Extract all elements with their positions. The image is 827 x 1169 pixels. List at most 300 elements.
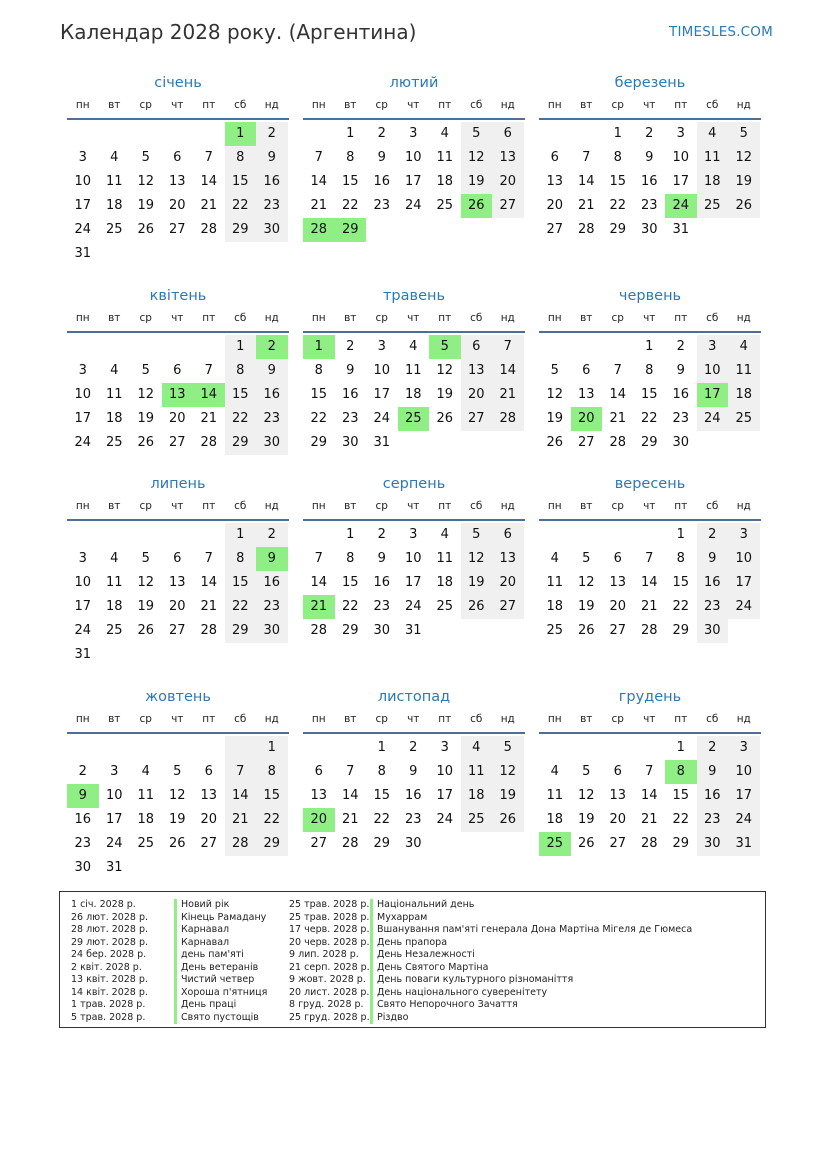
day-cell[interactable]: 20: [461, 383, 493, 407]
day-cell[interactable]: 27: [168, 222, 186, 237]
day-cell[interactable]: 17: [105, 812, 123, 827]
day-cell[interactable]: 25: [697, 194, 729, 218]
day-cell[interactable]: 30: [697, 832, 729, 856]
day-cell[interactable]: 26: [492, 808, 524, 832]
day-cell[interactable]: 29: [341, 623, 359, 638]
day-cell[interactable]: 25: [137, 836, 155, 851]
day-cell[interactable]: 4: [697, 122, 729, 146]
day-cell[interactable]: 28: [609, 435, 627, 450]
day-cell[interactable]: 27: [168, 623, 186, 638]
day-cell[interactable]: 7: [314, 150, 323, 165]
day-cell[interactable]: 29: [225, 431, 257, 455]
day-cell[interactable]: 28: [577, 222, 595, 237]
day-cell[interactable]: 9: [346, 363, 355, 378]
day-cell[interactable]: 7: [314, 551, 323, 566]
day-cell[interactable]: 18: [461, 784, 493, 808]
day-cell[interactable]: 11: [436, 150, 454, 165]
day-cell[interactable]: 19: [436, 387, 454, 402]
day-cell[interactable]: 17: [74, 198, 92, 213]
day-cell[interactable]: 26: [577, 623, 595, 638]
day-cell[interactable]: 1: [303, 335, 335, 359]
day-cell[interactable]: 6: [173, 150, 182, 165]
day-cell[interactable]: 25: [436, 599, 454, 614]
day-cell[interactable]: 10: [105, 788, 123, 803]
day-cell[interactable]: 4: [440, 527, 449, 542]
day-cell[interactable]: 12: [728, 146, 760, 170]
day-cell[interactable]: 3: [110, 764, 119, 779]
day-cell[interactable]: 3: [409, 126, 418, 141]
day-cell[interactable]: 12: [436, 363, 454, 378]
day-cell[interactable]: 22: [341, 198, 359, 213]
day-cell[interactable]: 8: [346, 551, 355, 566]
day-cell[interactable]: 24: [373, 411, 391, 426]
day-cell[interactable]: 15: [672, 788, 690, 803]
day-cell[interactable]: 9: [377, 551, 386, 566]
day-cell[interactable]: 10: [74, 387, 92, 402]
day-cell[interactable]: 20: [303, 808, 335, 832]
day-cell[interactable]: 27: [546, 222, 564, 237]
day-cell[interactable]: 1: [676, 740, 685, 755]
day-cell[interactable]: 29: [373, 836, 391, 851]
day-cell[interactable]: 13: [168, 174, 186, 189]
day-cell[interactable]: 26: [137, 623, 155, 638]
day-cell[interactable]: 26: [137, 435, 155, 450]
day-cell[interactable]: 15: [225, 170, 257, 194]
day-cell[interactable]: 7: [645, 764, 654, 779]
day-cell[interactable]: 13: [200, 788, 218, 803]
day-cell[interactable]: 14: [341, 788, 359, 803]
day-cell[interactable]: 15: [310, 387, 328, 402]
day-cell[interactable]: 5: [141, 363, 150, 378]
day-cell[interactable]: 20: [609, 599, 627, 614]
day-cell[interactable]: 13: [492, 146, 524, 170]
day-cell[interactable]: 30: [74, 860, 92, 875]
day-cell[interactable]: 7: [346, 764, 355, 779]
day-cell[interactable]: 15: [640, 387, 658, 402]
day-cell[interactable]: 6: [314, 764, 323, 779]
day-cell[interactable]: 2: [256, 523, 288, 547]
day-cell[interactable]: 25: [436, 198, 454, 213]
day-cell[interactable]: 27: [461, 407, 493, 431]
day-cell[interactable]: 13: [162, 383, 194, 407]
day-cell[interactable]: 4: [461, 736, 493, 760]
day-cell[interactable]: 1: [225, 122, 257, 146]
day-cell[interactable]: 31: [74, 246, 92, 261]
day-cell[interactable]: 23: [256, 407, 288, 431]
day-cell[interactable]: 10: [728, 760, 760, 784]
day-cell[interactable]: 21: [303, 595, 335, 619]
day-cell[interactable]: 2: [409, 740, 418, 755]
day-cell[interactable]: 5: [461, 523, 493, 547]
day-cell[interactable]: 26: [577, 836, 595, 851]
day-cell[interactable]: 12: [492, 760, 524, 784]
day-cell[interactable]: 8: [225, 146, 257, 170]
day-cell[interactable]: 15: [225, 383, 257, 407]
day-cell[interactable]: 2: [697, 523, 729, 547]
day-cell[interactable]: 30: [640, 222, 658, 237]
day-cell[interactable]: 5: [173, 764, 182, 779]
day-cell[interactable]: 5: [141, 150, 150, 165]
day-cell[interactable]: 6: [492, 523, 524, 547]
day-cell[interactable]: 25: [539, 832, 571, 856]
day-cell[interactable]: 8: [225, 547, 257, 571]
day-cell[interactable]: 3: [78, 150, 87, 165]
day-cell[interactable]: 8: [314, 363, 323, 378]
day-cell[interactable]: 10: [672, 150, 690, 165]
day-cell[interactable]: 2: [256, 335, 288, 359]
day-cell[interactable]: 27: [609, 836, 627, 851]
day-cell[interactable]: 21: [577, 198, 595, 213]
day-cell[interactable]: 4: [550, 764, 559, 779]
day-cell[interactable]: 9: [676, 363, 685, 378]
day-cell[interactable]: 3: [440, 740, 449, 755]
day-cell[interactable]: 8: [225, 359, 257, 383]
day-cell[interactable]: 12: [168, 788, 186, 803]
day-cell[interactable]: 24: [728, 808, 760, 832]
day-cell[interactable]: 5: [429, 335, 461, 359]
day-cell[interactable]: 6: [173, 551, 182, 566]
day-cell[interactable]: 19: [137, 411, 155, 426]
day-cell[interactable]: 27: [310, 836, 328, 851]
day-cell[interactable]: 29: [640, 435, 658, 450]
day-cell[interactable]: 21: [225, 808, 257, 832]
day-cell[interactable]: 2: [256, 122, 288, 146]
day-cell[interactable]: 18: [105, 198, 123, 213]
day-cell[interactable]: 27: [492, 595, 524, 619]
day-cell[interactable]: 17: [728, 571, 760, 595]
day-cell[interactable]: 8: [676, 551, 685, 566]
day-cell[interactable]: 24: [105, 836, 123, 851]
day-cell[interactable]: 7: [582, 150, 591, 165]
day-cell[interactable]: 23: [404, 812, 422, 827]
day-cell[interactable]: 15: [225, 571, 257, 595]
day-cell[interactable]: 14: [200, 575, 218, 590]
day-cell[interactable]: 17: [672, 174, 690, 189]
day-cell[interactable]: 5: [492, 736, 524, 760]
day-cell[interactable]: 21: [640, 599, 658, 614]
day-cell[interactable]: 16: [341, 387, 359, 402]
day-cell[interactable]: 6: [492, 122, 524, 146]
day-cell[interactable]: 21: [341, 812, 359, 827]
day-cell[interactable]: 6: [204, 764, 213, 779]
day-cell[interactable]: 12: [546, 387, 564, 402]
day-cell[interactable]: 6: [613, 764, 622, 779]
day-cell[interactable]: 19: [577, 599, 595, 614]
day-cell[interactable]: 21: [492, 383, 524, 407]
day-cell[interactable]: 23: [256, 595, 288, 619]
day-cell[interactable]: 10: [728, 547, 760, 571]
day-cell[interactable]: 10: [373, 363, 391, 378]
day-cell[interactable]: 2: [377, 527, 386, 542]
day-cell[interactable]: 6: [582, 363, 591, 378]
day-cell[interactable]: 2: [697, 736, 729, 760]
day-cell[interactable]: 23: [697, 808, 729, 832]
day-cell[interactable]: 18: [436, 174, 454, 189]
day-cell[interactable]: 24: [74, 623, 92, 638]
day-cell[interactable]: 19: [137, 198, 155, 213]
day-cell[interactable]: 11: [105, 174, 123, 189]
day-cell[interactable]: 5: [582, 764, 591, 779]
day-cell[interactable]: 27: [168, 435, 186, 450]
day-cell[interactable]: 7: [492, 335, 524, 359]
day-cell[interactable]: 1: [346, 527, 355, 542]
day-cell[interactable]: 28: [640, 836, 658, 851]
day-cell[interactable]: 18: [728, 383, 760, 407]
day-cell[interactable]: 25: [728, 407, 760, 431]
day-cell[interactable]: 31: [105, 860, 123, 875]
day-cell[interactable]: 19: [461, 170, 493, 194]
day-cell[interactable]: 9: [697, 547, 729, 571]
day-cell[interactable]: 16: [256, 571, 288, 595]
day-cell[interactable]: 30: [256, 431, 288, 455]
day-cell[interactable]: 16: [373, 575, 391, 590]
day-cell[interactable]: 20: [168, 599, 186, 614]
day-cell[interactable]: 3: [409, 527, 418, 542]
day-cell[interactable]: 21: [200, 599, 218, 614]
day-cell[interactable]: 2: [645, 126, 654, 141]
day-cell[interactable]: 12: [137, 575, 155, 590]
day-cell[interactable]: 2: [676, 339, 685, 354]
day-cell[interactable]: 27: [492, 194, 524, 218]
day-cell[interactable]: 20: [200, 812, 218, 827]
day-cell[interactable]: 22: [672, 812, 690, 827]
day-cell[interactable]: 16: [74, 812, 92, 827]
day-cell[interactable]: 14: [193, 383, 225, 407]
day-cell[interactable]: 25: [398, 407, 430, 431]
day-cell[interactable]: 7: [204, 551, 213, 566]
day-cell[interactable]: 16: [697, 571, 729, 595]
day-cell[interactable]: 7: [204, 363, 213, 378]
day-cell[interactable]: 15: [256, 784, 288, 808]
day-cell[interactable]: 15: [341, 575, 359, 590]
day-cell[interactable]: 3: [728, 736, 760, 760]
day-cell[interactable]: 23: [74, 836, 92, 851]
day-cell[interactable]: 10: [404, 150, 422, 165]
day-cell[interactable]: 17: [404, 575, 422, 590]
day-cell[interactable]: 24: [74, 435, 92, 450]
day-cell[interactable]: 12: [137, 387, 155, 402]
day-cell[interactable]: 4: [141, 764, 150, 779]
day-cell[interactable]: 17: [373, 387, 391, 402]
day-cell[interactable]: 12: [461, 547, 493, 571]
day-cell[interactable]: 31: [728, 832, 760, 856]
day-cell[interactable]: 19: [546, 411, 564, 426]
day-cell[interactable]: 26: [728, 194, 760, 218]
day-cell[interactable]: 28: [200, 222, 218, 237]
day-cell[interactable]: 13: [609, 575, 627, 590]
day-cell[interactable]: 15: [609, 174, 627, 189]
day-cell[interactable]: 9: [409, 764, 418, 779]
day-cell[interactable]: 2: [346, 339, 355, 354]
day-cell[interactable]: 12: [577, 575, 595, 590]
day-cell[interactable]: 7: [613, 363, 622, 378]
day-cell[interactable]: 31: [74, 647, 92, 662]
day-cell[interactable]: 17: [436, 788, 454, 803]
day-cell[interactable]: 11: [546, 575, 564, 590]
day-cell[interactable]: 9: [645, 150, 654, 165]
day-cell[interactable]: 6: [173, 363, 182, 378]
day-cell[interactable]: 5: [728, 122, 760, 146]
day-cell[interactable]: 7: [225, 760, 257, 784]
day-cell[interactable]: 12: [577, 788, 595, 803]
day-cell[interactable]: 1: [225, 335, 257, 359]
day-cell[interactable]: 19: [168, 812, 186, 827]
day-cell[interactable]: 29: [225, 619, 257, 643]
brand-link[interactable]: TIMESLES.COM: [669, 24, 773, 40]
day-cell[interactable]: 23: [640, 198, 658, 213]
day-cell[interactable]: 30: [404, 836, 422, 851]
day-cell[interactable]: 23: [697, 595, 729, 619]
day-cell[interactable]: 19: [728, 170, 760, 194]
day-cell[interactable]: 24: [436, 812, 454, 827]
day-cell[interactable]: 22: [640, 411, 658, 426]
day-cell[interactable]: 30: [256, 218, 288, 242]
day-cell[interactable]: 12: [461, 146, 493, 170]
day-cell[interactable]: 9: [256, 547, 288, 571]
day-cell[interactable]: 26: [461, 194, 493, 218]
day-cell[interactable]: 20: [546, 198, 564, 213]
day-cell[interactable]: 11: [697, 146, 729, 170]
day-cell[interactable]: 5: [461, 122, 493, 146]
day-cell[interactable]: 28: [341, 836, 359, 851]
day-cell[interactable]: 22: [225, 595, 257, 619]
day-cell[interactable]: 28: [492, 407, 524, 431]
day-cell[interactable]: 13: [461, 359, 493, 383]
day-cell[interactable]: 14: [609, 387, 627, 402]
day-cell[interactable]: 5: [550, 363, 559, 378]
day-cell[interactable]: 14: [310, 174, 328, 189]
day-cell[interactable]: 21: [640, 812, 658, 827]
day-cell[interactable]: 5: [141, 551, 150, 566]
day-cell[interactable]: 21: [200, 411, 218, 426]
day-cell[interactable]: 27: [609, 623, 627, 638]
day-cell[interactable]: 16: [697, 784, 729, 808]
day-cell[interactable]: 28: [200, 623, 218, 638]
day-cell[interactable]: 22: [310, 411, 328, 426]
day-cell[interactable]: 11: [546, 788, 564, 803]
day-cell[interactable]: 31: [672, 222, 690, 237]
day-cell[interactable]: 1: [225, 523, 257, 547]
day-cell[interactable]: 12: [137, 174, 155, 189]
day-cell[interactable]: 8: [645, 363, 654, 378]
day-cell[interactable]: 21: [609, 411, 627, 426]
day-cell[interactable]: 8: [256, 760, 288, 784]
day-cell[interactable]: 3: [728, 523, 760, 547]
day-cell[interactable]: 25: [105, 435, 123, 450]
day-cell[interactable]: 14: [640, 788, 658, 803]
day-cell[interactable]: 16: [256, 170, 288, 194]
day-cell[interactable]: 1: [645, 339, 654, 354]
day-cell[interactable]: 11: [404, 363, 422, 378]
day-cell[interactable]: 4: [409, 339, 418, 354]
day-cell[interactable]: 14: [200, 174, 218, 189]
day-cell[interactable]: 18: [105, 599, 123, 614]
day-cell[interactable]: 4: [550, 551, 559, 566]
day-cell[interactable]: 28: [303, 218, 335, 242]
day-cell[interactable]: 26: [546, 435, 564, 450]
day-cell[interactable]: 3: [377, 339, 386, 354]
day-cell[interactable]: 27: [200, 836, 218, 851]
day-cell[interactable]: 8: [346, 150, 355, 165]
day-cell[interactable]: 8: [377, 764, 386, 779]
day-cell[interactable]: 9: [67, 784, 99, 808]
day-cell[interactable]: 15: [672, 575, 690, 590]
day-cell[interactable]: 18: [137, 812, 155, 827]
day-cell[interactable]: 23: [341, 411, 359, 426]
day-cell[interactable]: 16: [672, 387, 690, 402]
day-cell[interactable]: 17: [74, 411, 92, 426]
day-cell[interactable]: 13: [609, 788, 627, 803]
day-cell[interactable]: 5: [582, 551, 591, 566]
day-cell[interactable]: 7: [645, 551, 654, 566]
day-cell[interactable]: 28: [200, 435, 218, 450]
day-cell[interactable]: 10: [74, 174, 92, 189]
day-cell[interactable]: 9: [256, 146, 288, 170]
day-cell[interactable]: 17: [697, 383, 729, 407]
day-cell[interactable]: 10: [74, 575, 92, 590]
day-cell[interactable]: 24: [665, 194, 697, 218]
day-cell[interactable]: 4: [110, 551, 119, 566]
day-cell[interactable]: 18: [697, 170, 729, 194]
day-cell[interactable]: 30: [672, 435, 690, 450]
day-cell[interactable]: 1: [613, 126, 622, 141]
day-cell[interactable]: 4: [440, 126, 449, 141]
day-cell[interactable]: 13: [546, 174, 564, 189]
day-cell[interactable]: 16: [373, 174, 391, 189]
day-cell[interactable]: 14: [492, 359, 524, 383]
day-cell[interactable]: 22: [256, 808, 288, 832]
day-cell[interactable]: 18: [404, 387, 422, 402]
day-cell[interactable]: 29: [672, 836, 690, 851]
day-cell[interactable]: 4: [110, 150, 119, 165]
day-cell[interactable]: 28: [640, 623, 658, 638]
day-cell[interactable]: 24: [404, 599, 422, 614]
day-cell[interactable]: 28: [225, 832, 257, 856]
day-cell[interactable]: 14: [577, 174, 595, 189]
day-cell[interactable]: 29: [672, 623, 690, 638]
day-cell[interactable]: 7: [204, 150, 213, 165]
day-cell[interactable]: 22: [341, 599, 359, 614]
day-cell[interactable]: 24: [728, 595, 760, 619]
day-cell[interactable]: 26: [168, 836, 186, 851]
day-cell[interactable]: 25: [105, 222, 123, 237]
day-cell[interactable]: 4: [728, 335, 760, 359]
day-cell[interactable]: 22: [225, 194, 257, 218]
day-cell[interactable]: 25: [546, 623, 564, 638]
day-cell[interactable]: 4: [110, 363, 119, 378]
day-cell[interactable]: 3: [78, 551, 87, 566]
day-cell[interactable]: 31: [404, 623, 422, 638]
day-cell[interactable]: 20: [571, 407, 603, 431]
day-cell[interactable]: 8: [665, 760, 697, 784]
day-cell[interactable]: 16: [256, 383, 288, 407]
day-cell[interactable]: 8: [613, 150, 622, 165]
day-cell[interactable]: 24: [697, 407, 729, 431]
day-cell[interactable]: 11: [461, 760, 493, 784]
day-cell[interactable]: 26: [436, 411, 454, 426]
day-cell[interactable]: 30: [256, 619, 288, 643]
day-cell[interactable]: 14: [310, 575, 328, 590]
day-cell[interactable]: 20: [168, 198, 186, 213]
day-cell[interactable]: 13: [168, 575, 186, 590]
day-cell[interactable]: 18: [105, 411, 123, 426]
day-cell[interactable]: 17: [728, 784, 760, 808]
day-cell[interactable]: 9: [256, 359, 288, 383]
day-cell[interactable]: 23: [672, 411, 690, 426]
day-cell[interactable]: 9: [697, 760, 729, 784]
day-cell[interactable]: 15: [341, 174, 359, 189]
day-cell[interactable]: 20: [492, 571, 524, 595]
